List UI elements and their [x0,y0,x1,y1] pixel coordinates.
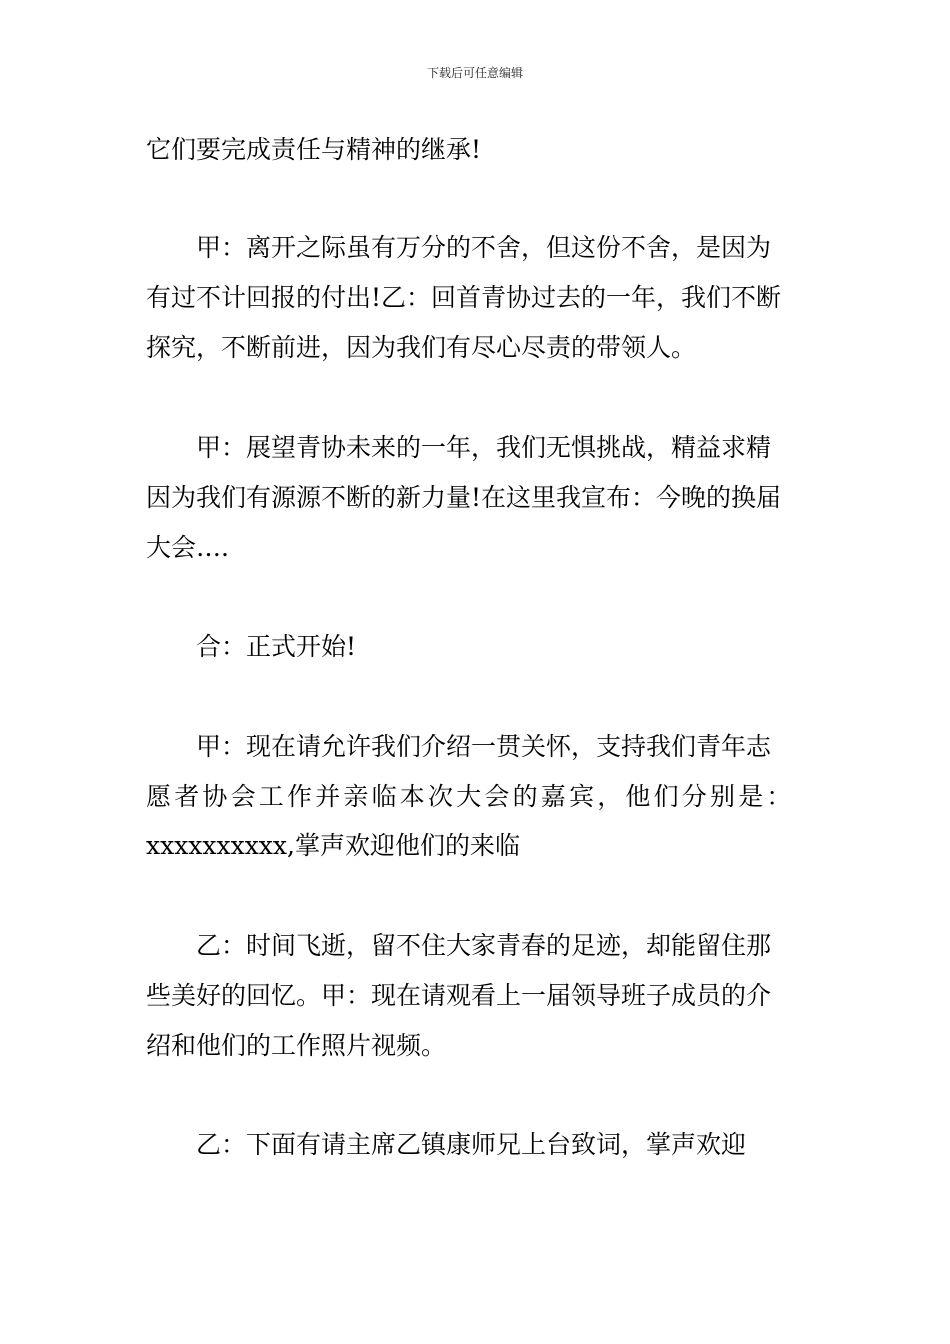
text-line: 它们要完成责任与精神的继承! [146,135,482,164]
text-line: 合：正式开始! [196,632,357,661]
text-line: 甲：展望青协未来的一年，我们无惧挑战，精益求精 [196,433,772,462]
text-line: 愿者协会工作并亲临本次大会的嘉宾，他们分别是： [146,782,795,811]
text-line: 探究，不断前进，因为我们有尽心尽责的带领人。 [146,333,697,362]
page-header: 下载后可任意编辑 [426,66,523,80]
text-line: 有过不计回报的付出!乙：回首青协过去的一年，我们不断 [146,283,782,312]
text-line: 乙：时间飞逝，留不住大家青春的足迹，却能留住那 [196,931,772,960]
text-line: 大会…. [146,533,229,562]
text-line: 甲：离开之际虽有万分的不舍，但这份不舍，是因为 [196,233,772,262]
text-line: 因为我们有源源不断的新力量!在这里我宣布：今晚的换届 [146,483,782,512]
text-line: 乙：下面有请主席乙镇康师兄上台致词，掌声欢迎 [196,1130,747,1159]
text-line: 些美好的回忆。甲：现在请观看上一届领导班子成员的介 [146,981,772,1010]
text-line: xxxxxxxxxx,掌声欢迎他们的来临 [146,831,520,860]
text-line: 绍和他们的工作照片视频。 [146,1031,447,1060]
text-line: 甲：现在请允许我们介绍一贯关怀，支持我们青年志 [196,732,772,761]
